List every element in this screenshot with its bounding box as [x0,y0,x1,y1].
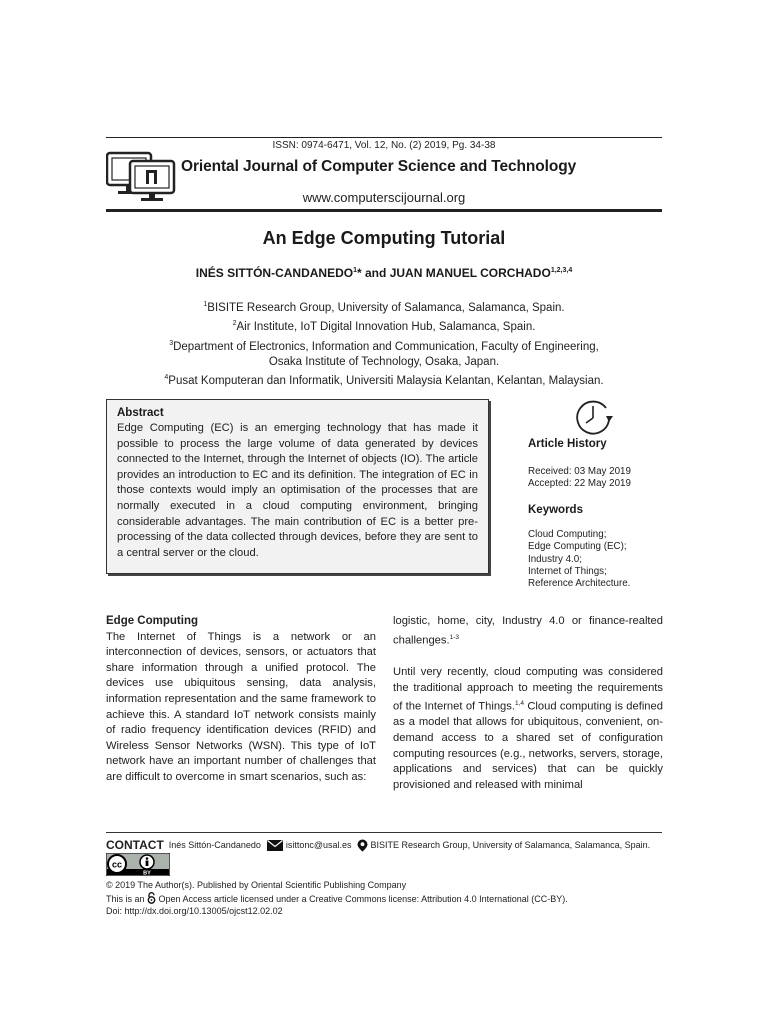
by-badge-text: BY [143,870,151,876]
article-title: An Edge Computing Tutorial [262,228,506,248]
journal-url-link[interactable]: www.computerscijournal.org [302,190,466,205]
article-dates [528,466,631,491]
body-paragraph: logistic, home, city, Industry 4.0 or finance-realted challenges.$^{1-3}$ [393,615,663,647]
affiliation-3-cont: Osaka Institute of Technology, Osaka, Japan. [268,355,500,368]
section-heading-edge-computing: Edge Computing [106,615,198,627]
contact-email-link[interactable]: isittonc@usal.es [285,840,352,850]
author-2-name: JUAN MANUEL CORCHADO [389,266,551,280]
affiliation-4: $^4$Pusat Komputeran dan Informatik, Universiti Malaysia Kelantan, Kelantan, Malaysian. [164,374,604,388]
contact-name: Inés Sittón-Candanedo [168,840,261,850]
issn-line: ISSN: 0974-6471, Vol. 12, No. (2) 2019, Pg. 34-38 [272,140,496,151]
journal-title: Oriental Journal of Computer Science and Technology [181,158,577,175]
license-line: This is an Open Access article licensed under a Creative Commons license: Attribution 4.0 International (CC-BY). [106,893,568,904]
affiliation-1: $^1$BISITE Research Group, University of Salamanca, Salamanca, Spain. [203,301,565,314]
keyword-item: Internet of Things; [528,565,607,577]
abstract-heading: Abstract [117,407,164,419]
keyword-item: Cloud Computing; [528,529,607,540]
abstract-text: Edge Computing (EC) is an emerging technology that has made it possible to process the large volume of data generated by devices connected to the Internet, through the Internet of objects (IO). The article provides an introduction to EC and its definition. The integration of EC in those contexts would imply an optimisation of the processes that are normally executed in a cloud computing environment, bringing considerable advantages. The main contribution of EC is a better pre-processing of the data collected through devices, before they are sent to a central server or the cloud. [117,422,478,559]
keyword-item: Edge Computing (EC); [528,541,627,553]
body-paragraph: Until very recently, cloud computing was considered the traditional approach to meeting the requirements of the Internet of Things.$^{1,4}$ Cloud computing is defined as a model that allows for ubiquitous, convenient, on-demand access to a shared set of configuration computing resources (e.g., networks, servers, storage, applications and services) that can be quickly provisioned and released with minimal [393,665,663,791]
article-history-clock-icon [573,398,615,436]
location-pin-icon [357,839,368,852]
affiliation-3: $^3$Department of Electronics, Information and Communication, Faculty of Engineering, [169,339,599,353]
citation-ref[interactable]: 1,4 [514,700,525,708]
keyword-item: Industry 4.0; [528,553,582,565]
author-1-sup: 1 [353,267,357,274]
keywords-list [528,529,630,590]
cc-by-license-badge-icon[interactable] [106,853,170,876]
header-top-rule [106,137,662,138]
author-line [106,266,662,280]
envelope-icon [267,840,283,851]
contact-address: BISITE Research Group, University of Salamanca, Salamanca, Spain. [370,840,651,850]
author-1-name: INÉS SITTÓN-CANDANEDO [195,266,354,280]
copyright-line: © 2019 The Author(s). Published by Oriental Scientific Publishing Company [106,880,407,890]
doi-link[interactable]: Doi: http://dx.doi.org/10.13005/ojcst12.02.02 [106,906,283,916]
body-column-right [393,614,663,793]
footer-rule [106,832,662,833]
body-column-left [106,614,376,786]
cc-badge-text: cc [111,859,123,870]
contact-label: CONTACT [106,838,164,852]
body-paragraph: The Internet of Things is a network or an interconnection of devices, sensors, or actuators that share information through a unified protocol. The devices use ubiquitous sensing, data analysis, information representation and the same framework to achieve this. A standard IoT network consists mainly of radio frequency identification devices (RFID) and Wireless Sensor Networks (WSN). This type of IoT network have an important number of challenges that are difficult to overcome in smart scenarios, such as: [106,630,376,783]
affiliation-2: $^2$Air Institute, IoT Digital Innovation Hub, Salamanca, Spain. [232,320,536,334]
citation-ref[interactable]: 1-3 [449,633,460,641]
keywords-heading: Keywords [528,504,583,516]
copyright-block [106,879,568,918]
corresponding-mark: * [357,266,362,280]
keyword-item: Reference Architecture. [528,578,631,590]
header-bottom-rule [106,209,662,212]
accepted-date: Accepted: 22 May 2019 [528,478,631,490]
abstract-box [106,399,489,574]
contact-row [106,838,650,852]
author-2-sup: 1,2,3,4 [550,267,573,274]
received-date: Received: 03 May 2019 [528,466,631,477]
affiliations [106,297,662,390]
open-access-lock-icon [147,892,156,904]
article-history-heading: Article History [528,438,607,450]
authors-and: and [361,266,390,280]
